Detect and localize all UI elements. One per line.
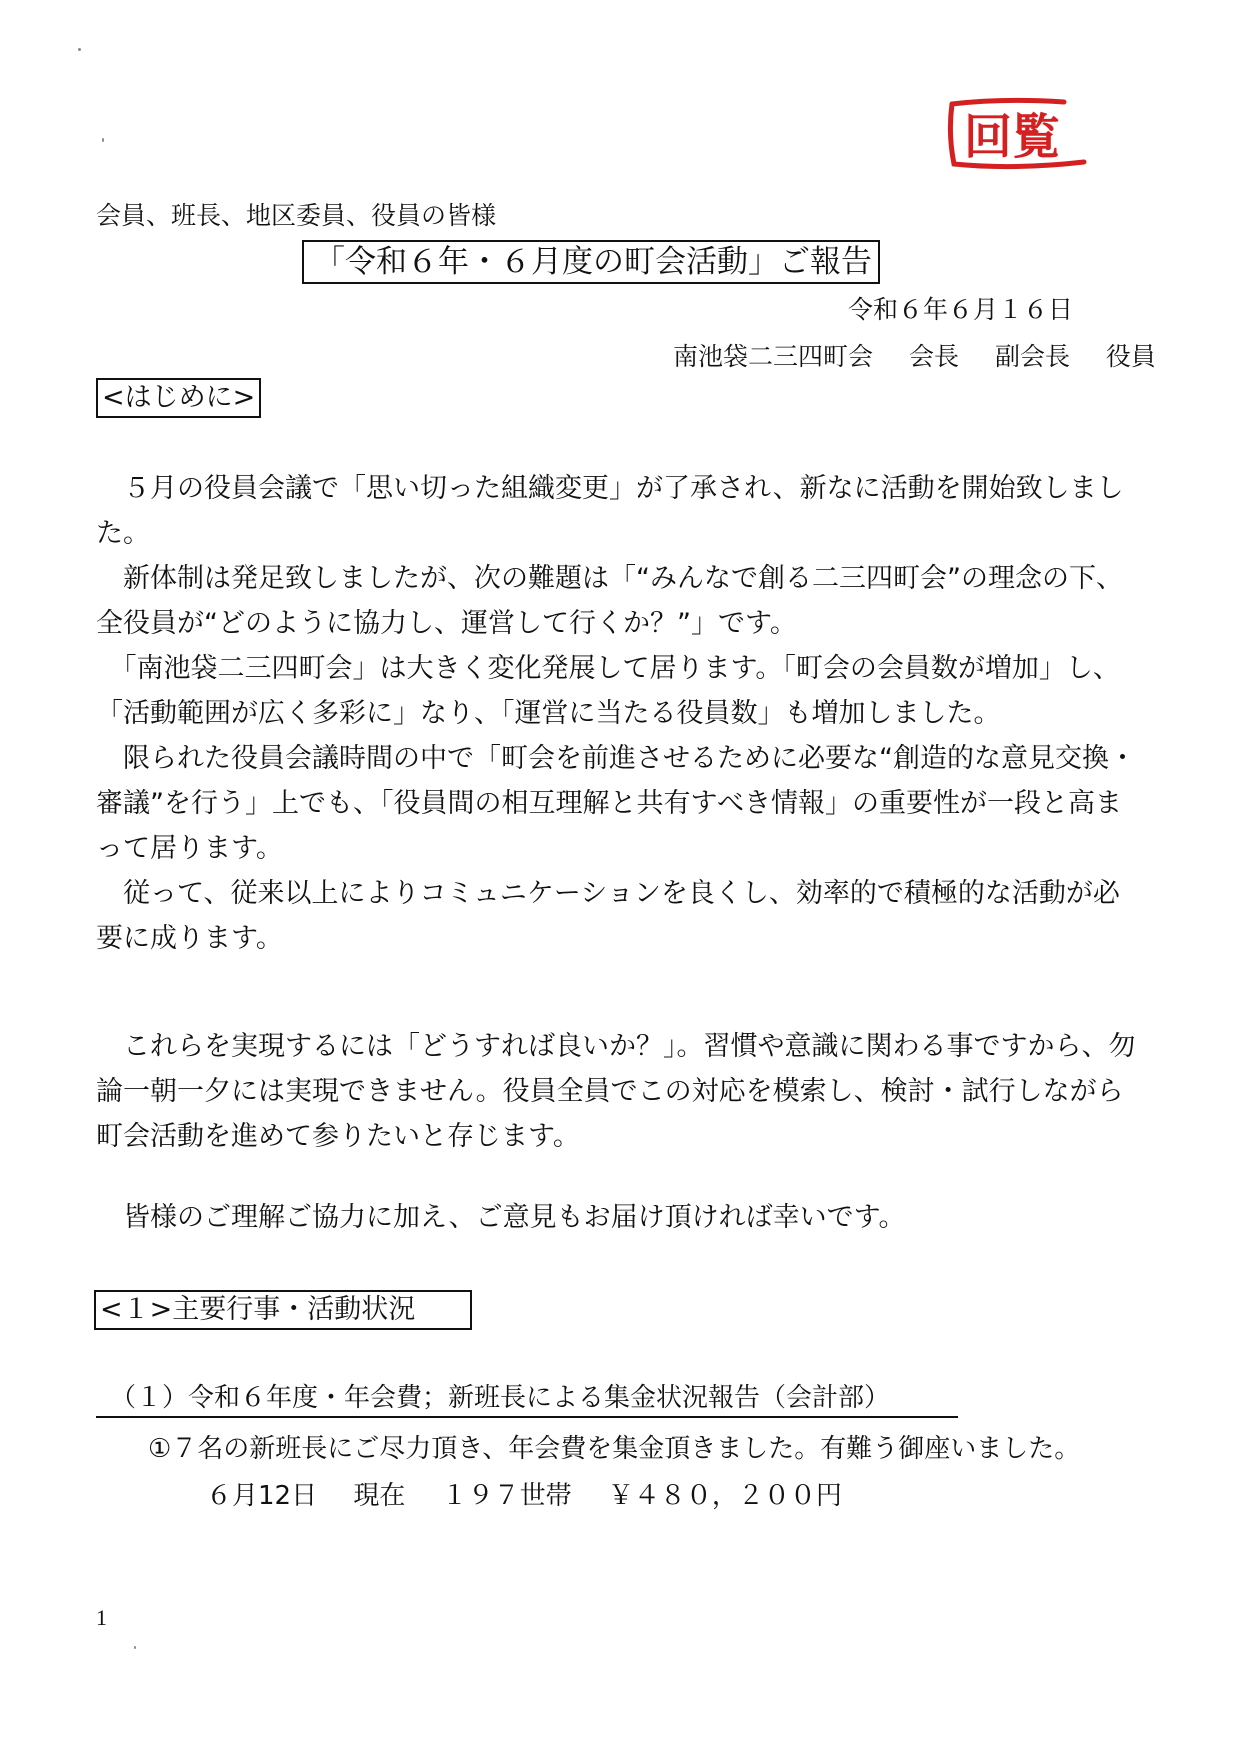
collection-status	[206, 1475, 842, 1512]
sender-officers: 役員	[1105, 342, 1156, 371]
document-date: 令和６年６月１６日	[848, 295, 1074, 324]
sender-line	[673, 337, 1156, 373]
section-1-item: ①７名の新班長にご尽力頂き、年会費を集金頂きました。有難う御座いました。	[148, 1434, 1081, 1464]
intro-paragraph: これらを実現するには「どうすれば良いか？」。習慣や意識に関わる事ですから、勿 論一朝一夕には実現できません。役員全員でこの対応を模索し、検討・試行しながら 町会活動を進めて参りたいと存じます。	[96, 1031, 1136, 1152]
stamp-text: 回覧	[964, 109, 1061, 165]
page-number: 1	[96, 1605, 107, 1630]
status-households: １９７世帯	[441, 1481, 572, 1511]
status-date: ６月12日	[206, 1481, 318, 1511]
status-amount: ￥４８０，２００円	[607, 1481, 842, 1511]
sender-org: 南池袋二三四町会	[673, 342, 874, 371]
document-title: 「令和６年・６月度の町会活動」ご報告	[302, 240, 880, 284]
scan-speck	[134, 1646, 136, 1649]
intro-paragraph: ５月の役員会議で「思い切った組織変更」が了承され、新なに活動を開始致しました。 新体制は発足致しましたが、次の難題は「“みんなで創る二三四町会”の理念の下、 全役員が“どのように協力し、運営して行くか？”」です。	[96, 473, 1124, 639]
scan-speck	[78, 48, 81, 51]
intro-paragraph: 皆様のご理解ご協力に加え、ご意見もお届け頂ければ幸いです。	[96, 1202, 906, 1233]
status-label: 現在	[353, 1481, 406, 1511]
section-1-heading: <１>主要行事・活動状況	[94, 1290, 472, 1330]
scan-speck	[102, 138, 104, 142]
circulation-stamp	[944, 96, 1094, 172]
addressee-line: 会員、班長、地区委員、役員の皆様	[96, 201, 497, 230]
sender-vice-chair: 副会長	[994, 342, 1070, 371]
section-1-subheading: （１）令和６年度・年会費；新班長による集金状況報告（会計部）	[96, 1380, 958, 1418]
sender-chair: 会長	[908, 342, 959, 371]
intro-paragraph: 「南池袋二三四町会」は大きく変化発展して居ります。「町会の会員数が増加」し、 「活動範囲が広く多彩に」なり、「運営に当たる役員数」も増加しました。 限られた役員会議時間の中で「町会を前進させるために必要な“創造的な意見交換・ 審議”を行う」上でも、「役員間の相互理解と共有すべき情報」の重要性が一段と高ま って居ります。 従って、従来以上によりコミュニケーションを良くし、効率的で積極的な活動が必 要に成ります。	[96, 653, 1136, 954]
intro-heading: <はじめに>	[96, 378, 261, 418]
